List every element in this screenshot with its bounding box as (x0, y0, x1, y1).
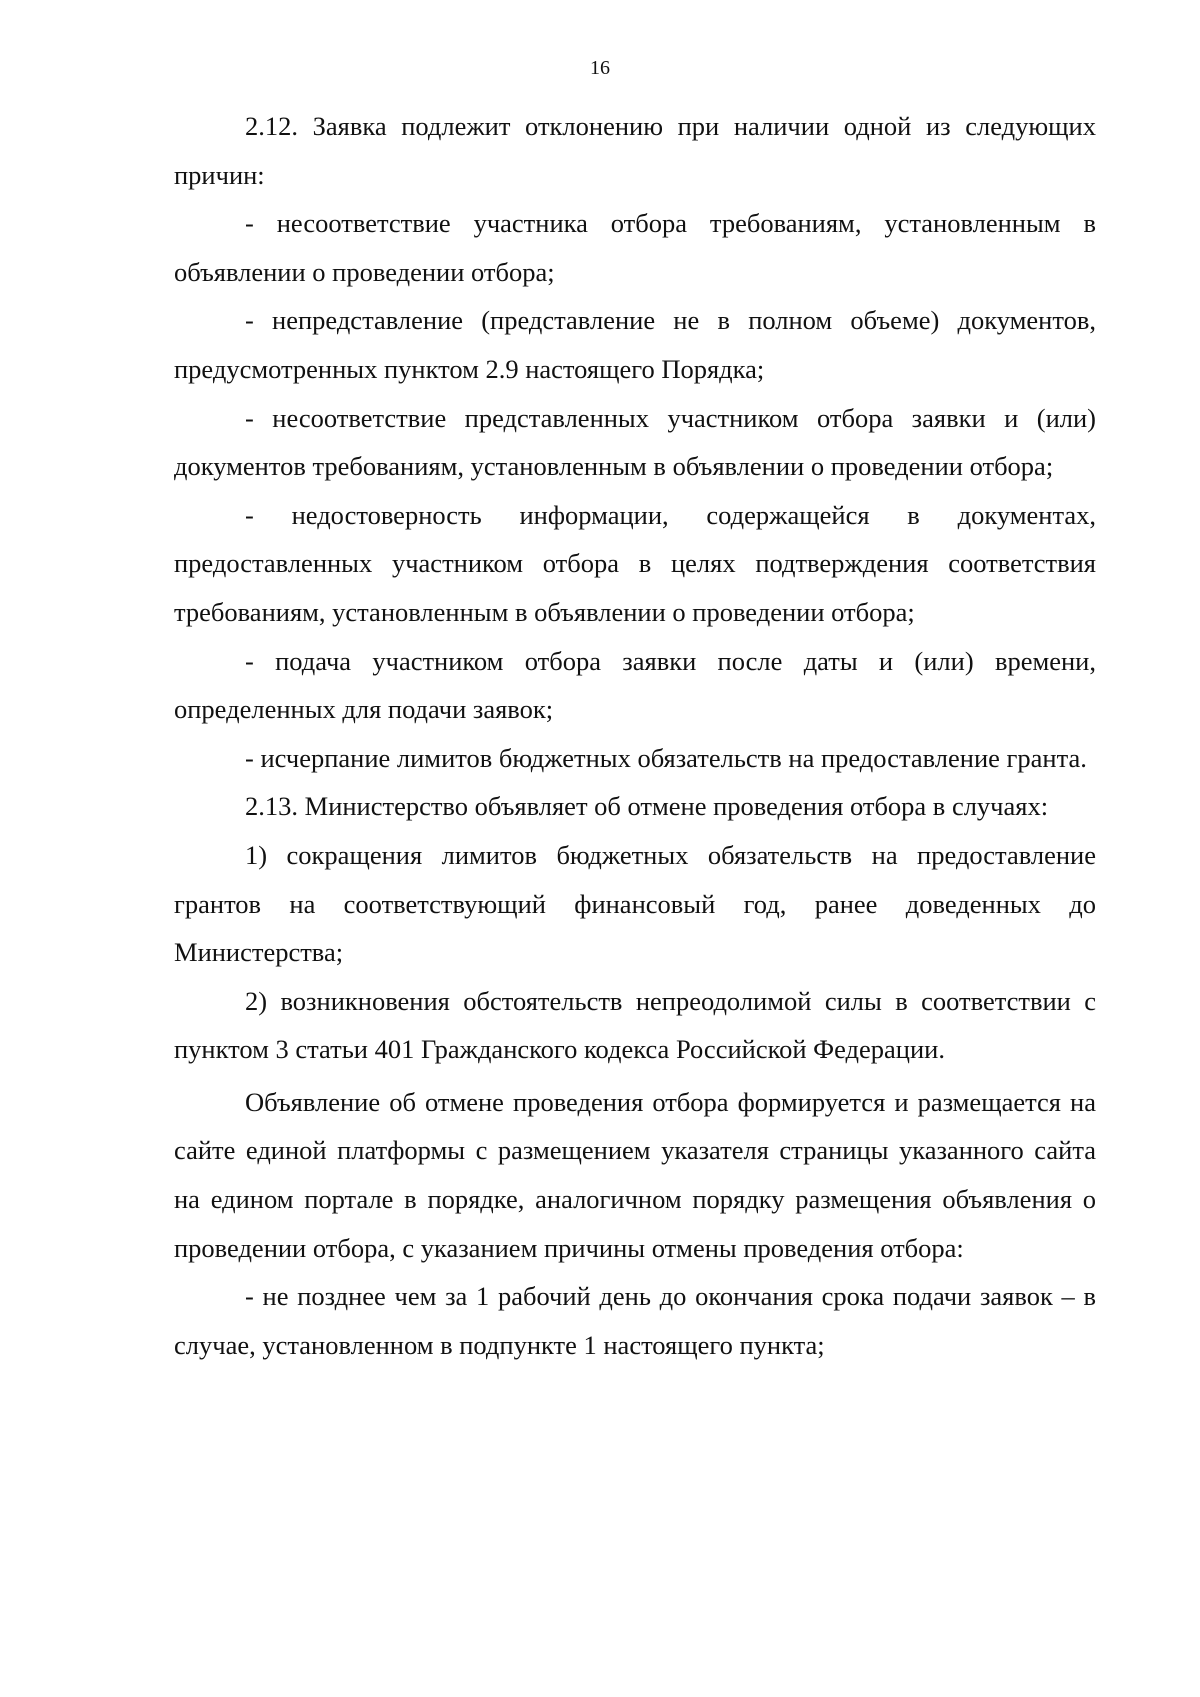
paragraph-2-13-cancellation: 2.13. Министерство объявляет об отмене проведения отбора в случаях: (245, 791, 1049, 822)
list-item-false-information: - недостоверность информации, содержащейся в документах, предоставленных участником отбора в целях подтверждения соответствия требованиям, установленным в объявлении о проведении отбора; (174, 499, 1096, 627)
list-item-documents-not-submitted: - непредставление (представление не в полном объеме) документов, предусмотренных пунктом 2.9 настоящего Порядка; (174, 305, 1096, 384)
list-item-late-submission: - подача участником отбора заявки после даты и (или) времени, определенных для подачи заявок; (174, 645, 1096, 725)
list-item-participant-nonconformity: - несоответствие участника отбора требованиям, установленным в объявлении о проведении отбора; (174, 208, 1096, 287)
document-body (174, 102, 1096, 1369)
list-item-announcement-deadline: - не позднее чем за 1 рабочий день до окончания срока подачи заявок – в случае, установленном в подпункте 1 настоящего пункта; (174, 1281, 1096, 1360)
list-item-limits-exhausted: - исчерпание лимитов бюджетных обязательств на предоставление гранта. (245, 742, 1087, 773)
paragraph-2-12-rejection-grounds: 2.12. Заявка подлежит отклонению при наличии одной из следующих причин: (174, 111, 1096, 190)
list-item-force-majeure: 2) возникновения обстоятельств непреодолимой силы в соответствии с пунктом 3 статьи 401 Гражданского кодекса Российской Федерации. (174, 985, 1096, 1065)
page-number: 16 (590, 57, 610, 79)
list-item-limits-reduced: 1) сокращения лимитов бюджетных обязательств на предоставление грантов на соответствующий финансовый год, ранее доведенных до Министерства; (174, 839, 1096, 968)
paragraph-cancellation-announcement: Объявление об отмене проведения отбора формируется и размещается на сайте единой платформы с размещением указателя страницы указанного сайта на едином портале в порядке, аналогичном порядку размещения объявления о проведении отбора, с указанием причины отмены проведения отбора: (174, 1086, 1096, 1263)
list-item-application-nonconformity: - несоответствие представленных участником отбора заявки и (или) документов требованиям, установленным в объявлении о проведении отбора; (174, 402, 1096, 482)
